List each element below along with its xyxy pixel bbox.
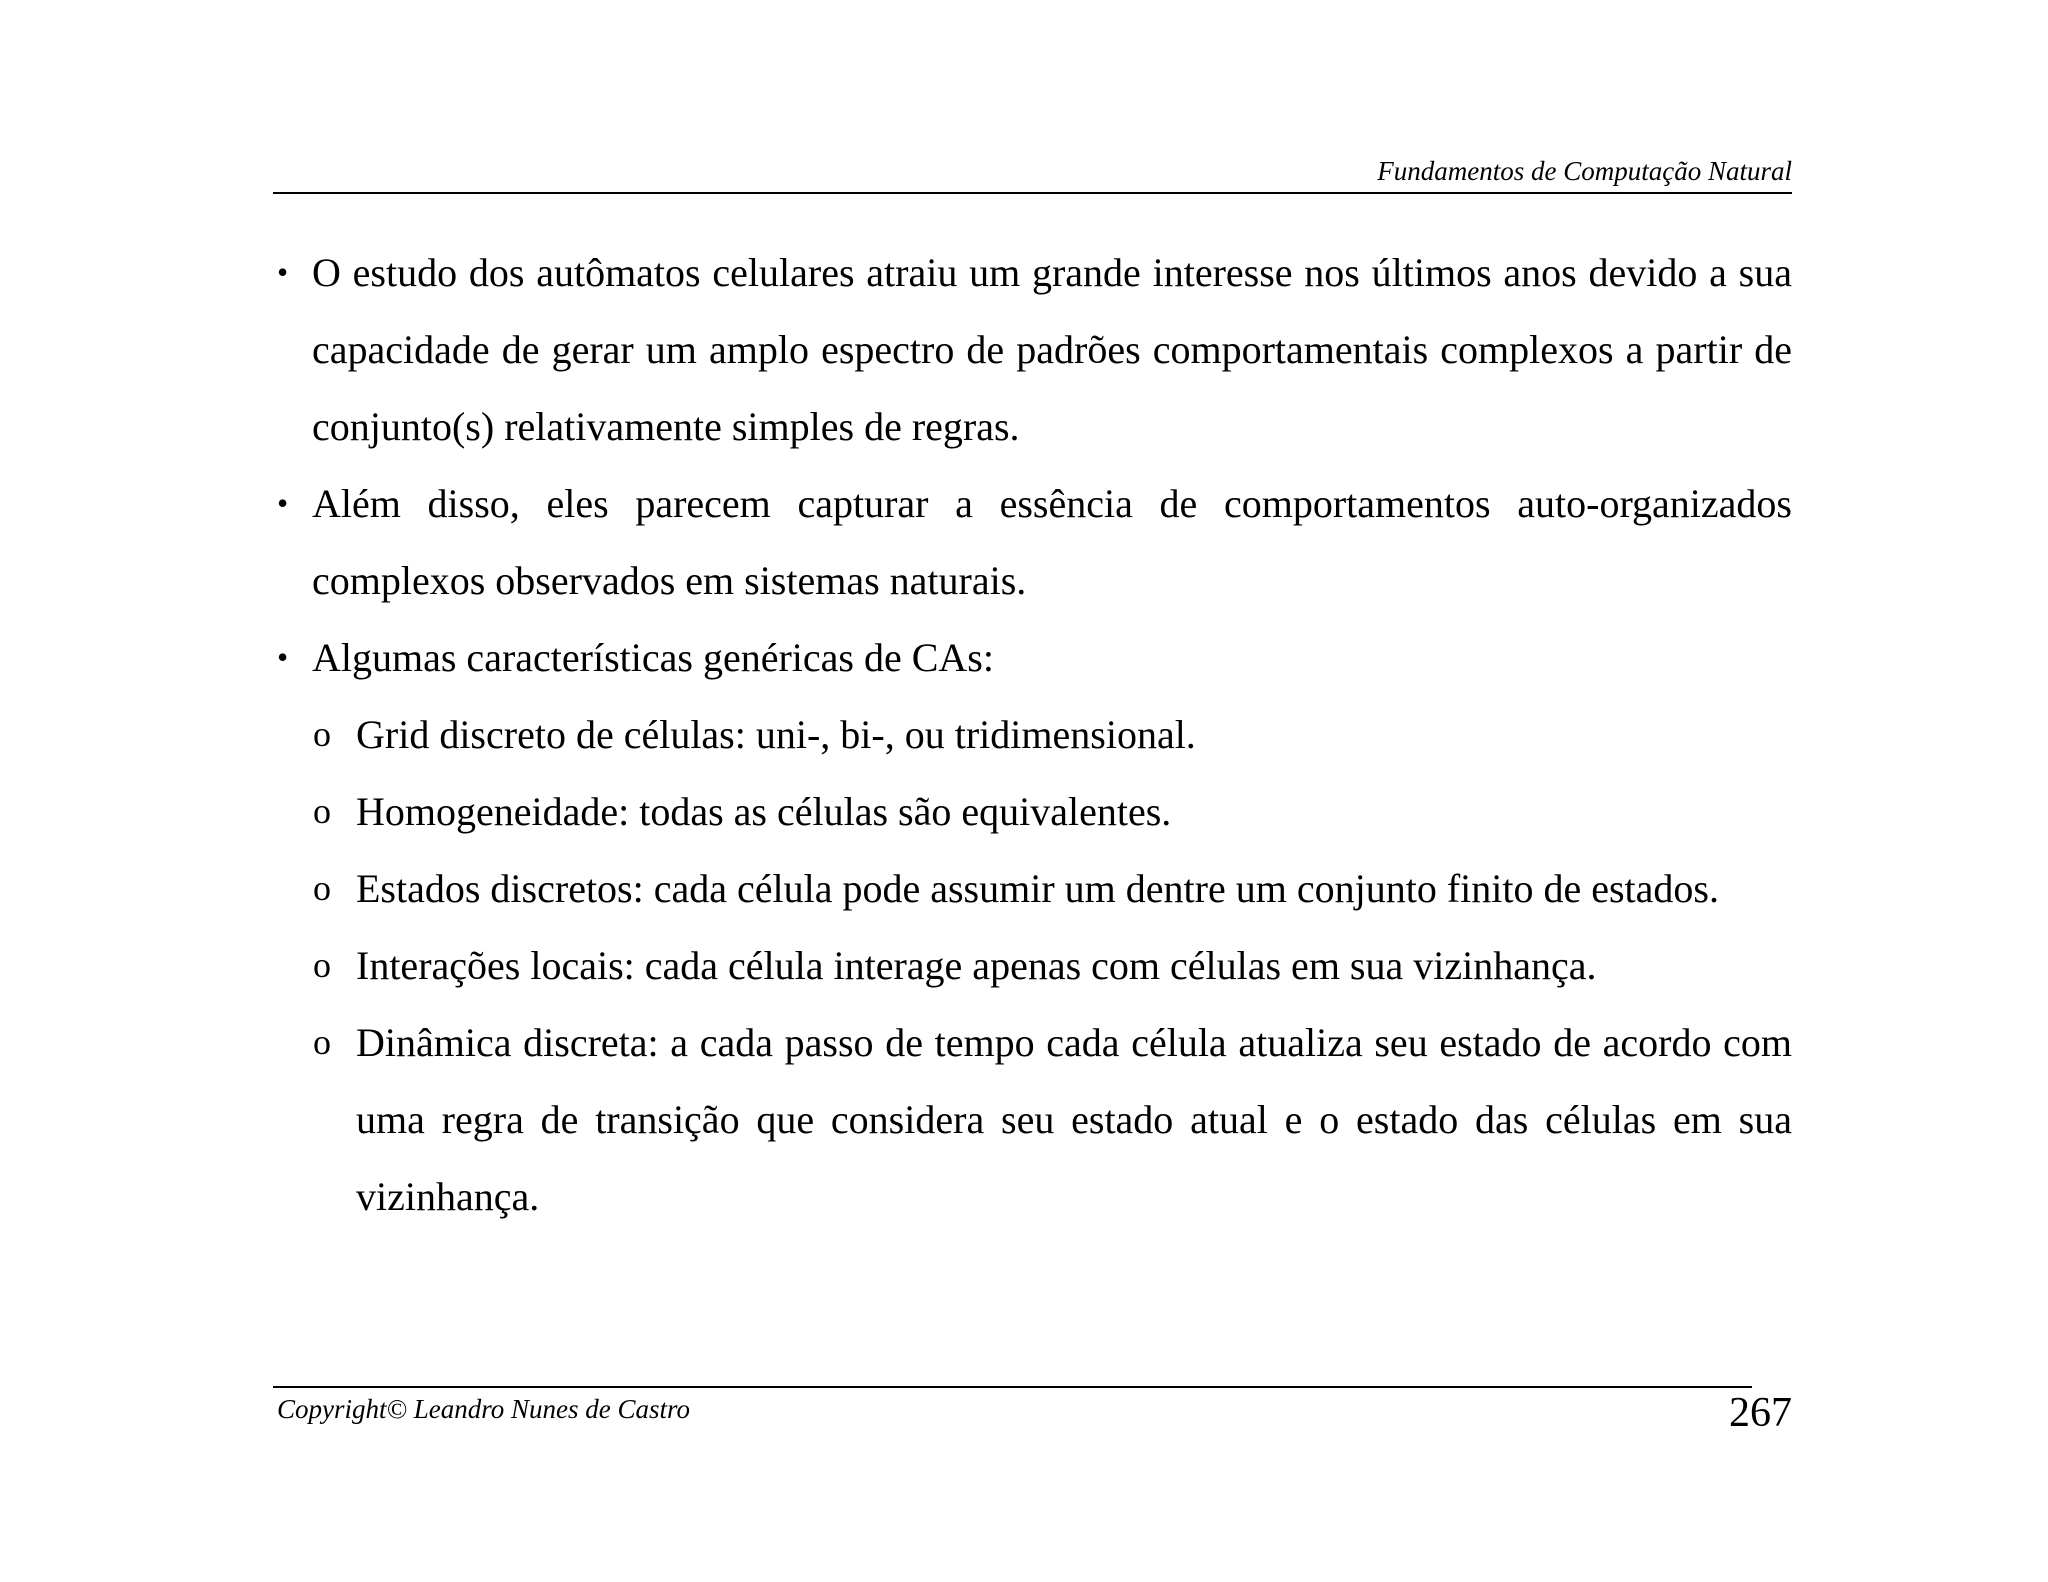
bullet-item [273,234,1792,465]
sub-item-marker: o [313,945,331,985]
bullet-item [273,619,1792,696]
sub-item-text: Interações locais: cada célula interage apenas com células em sua vizinhança. [356,943,1597,988]
bullet-marker: • [277,254,289,290]
sub-item [273,1004,1792,1235]
sub-item [273,773,1792,850]
bullet-text: Algumas características genéricas de CAs: [312,635,994,680]
sub-item-text: Dinâmica discreta: a cada passo de tempo cada célula atualiza seu estado de acordo com uma regra de transição que considera seu estado atual e o estado das células em sua vizinhança. [356,1020,1792,1219]
sub-item-marker: o [313,868,331,908]
sub-item-text: Estados discretos: cada célula pode assumir um dentre um conjunto finito de estados. [356,866,1719,911]
sub-item-marker: o [313,714,331,754]
bullet-marker: • [277,639,289,675]
bullet-item [273,465,1792,619]
footer-divider [273,1386,1752,1388]
running-header-title: Fundamentos de Computação Natural [1377,156,1792,186]
sub-item [273,850,1792,927]
sub-item-marker: o [313,1022,331,1062]
bullet-text: Além disso, eles parecem capturar a essência de comportamentos auto-organizados complexos observados em sistemas naturais. [312,481,1792,603]
page-number: 267 [1729,1390,1792,1436]
header-divider [273,192,1792,194]
sub-item [273,696,1792,773]
sub-item-text: Grid discreto de células: uni-, bi-, ou tridimensional. [356,712,1196,757]
bullet-marker: • [277,485,289,521]
sub-item-marker: o [313,791,331,831]
sub-item [273,927,1792,1004]
copyright-notice: Copyright© Leandro Nunes de Castro [277,1394,691,1424]
slide-body [273,234,1792,1235]
sub-item-text: Homogeneidade: todas as células são equivalentes. [356,789,1172,834]
bullet-text: O estudo dos autômatos celulares atraiu um grande interesse nos últimos anos devido a sua capacidade de gerar um amplo espectro de padrões comportamentais complexos a partir de conjunto(s) relativamente simples de regras. [312,250,1792,449]
